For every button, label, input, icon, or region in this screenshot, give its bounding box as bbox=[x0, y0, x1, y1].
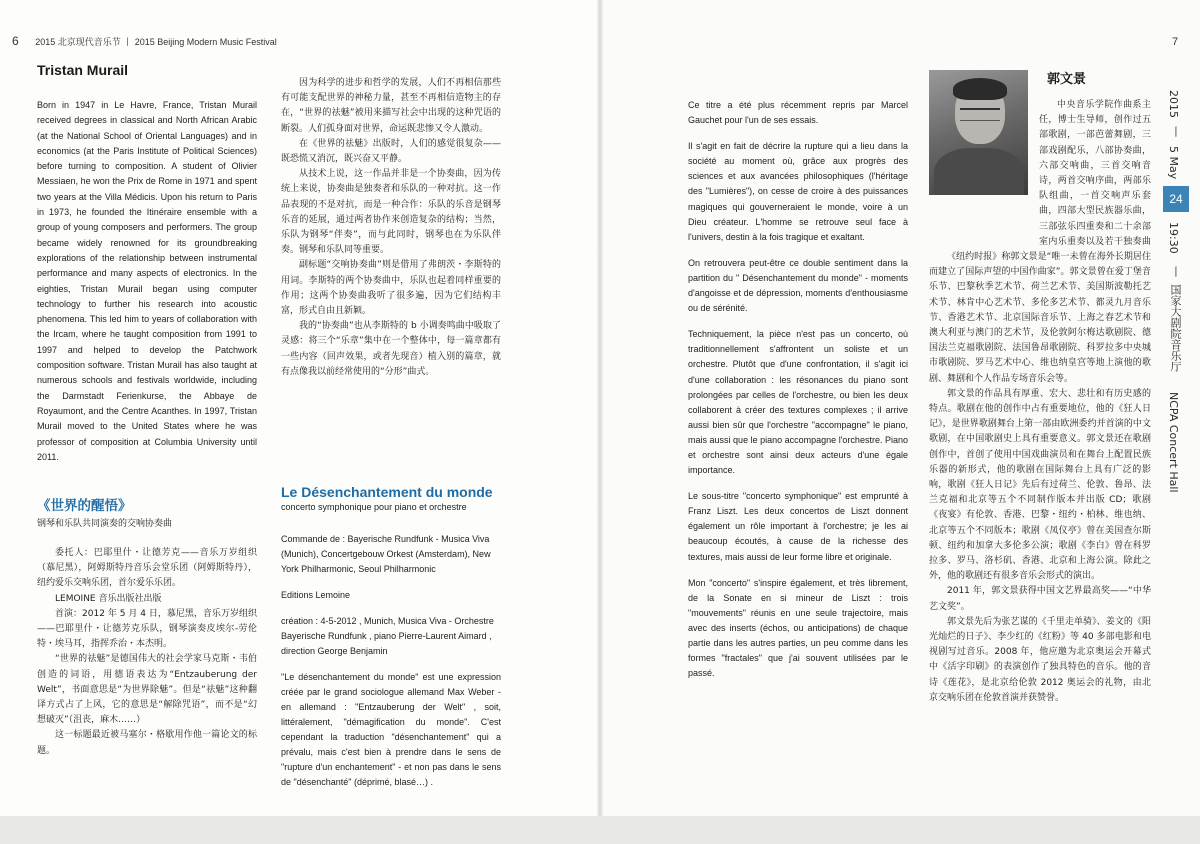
notes-fr-paragraph: Ce titre a été plus récemment repris par Marcel Gauchet pour l'un de ses essais. bbox=[688, 100, 908, 126]
program-notes-cn-col2 bbox=[281, 76, 501, 380]
concert-day-badge: 24 bbox=[1163, 186, 1189, 212]
program-notes-fr-col1 bbox=[281, 532, 501, 790]
publisher-cn: LEMOINE 音乐出版社出版 bbox=[55, 593, 162, 604]
work-subtitle-cn: 钢琴和乐队共同演奏的交响协奏曲 bbox=[37, 519, 173, 529]
work-title-fr: Le Désenchantement du monde bbox=[281, 484, 493, 500]
notes-fr-paragraph: Techniquement, la pièce n'est pas un concerto, où traditionnellement s'affrontent un soliste et un orchestre. Plutôt que d'une confrontation, il s'agit ici d'une collaboration : les résonances du piano sont prolongées par celles de l'orchestre, ou bien les deux collaborent à créer des textures complexes ; il arrive aussi bien sûr que l'orchestre "accompagne" le piano, mais aussi que le piano accompagne l'orchestre. Piano et orchestre sont ainsi deux acteurs d'une égale importance. bbox=[688, 329, 908, 476]
tab-year: 2015 bbox=[1167, 90, 1180, 118]
guo-bio-paragraph: 郭文景的作品具有厚重、宏大、悲壮和有历史感的特点。歌剧在他的创作中占有重要地位，他的《狂人日记》，是世界歌剧舞台上第一部由欧洲委约并首演的中文歌剧，在中国歌剧史上具有重要意义。郭文景还在歌剧创作中，首创了使用中国戏曲演员和在舞台上配置民族乐器的新形式，他的歌剧在国际舞台上具有广泛的影响，歌剧《狂人日记》先后有过荷兰、伦敦、鲁昂、法兰克福和北京等五个不同制作版本并出版 CD；歌剧《夜宴》有伦敦、香港、巴黎・纽约・柏林、维也纳、北京等五个不同版本；歌剧《凤仪亭》曾在美国查尔斯顿、纽约和加拿大多伦多公演；歌剧《李白》曾在科罗拉多、罗马、洛杉矶、香港、北京和上海公演。除此之外，他的歌剧还有很多音乐会形式的演出。 bbox=[929, 388, 1151, 582]
program-notes-cn-col1 bbox=[37, 546, 257, 759]
tab-time: 19:30 bbox=[1167, 222, 1180, 254]
notes-fr-paragraph: Il s'agit en fait de décrire la rupture qui a lieu dans la société au moment où, grâce aux progrès des sciences et aux avancées philosophiques (l'héritage des "Lumières"), on cesse de croire à des puissances magiques qui gouverneraient le monde, voire à un Dieu créateur. L'homme se retrouve seul face à l'univers, destin à la fois tragique et exaltant. bbox=[688, 141, 908, 242]
premiere-fr: création : 4-5-2012 , Munich, Musica Viva - Orchestre Bayerische Rundfunk , piano Pierre-Laurent Aimard , direction George Benjamin bbox=[281, 616, 494, 656]
commission-cn: 委托人：巴耶里什・让德芳克——音乐万岁组织（慕尼黑），阿姆斯特丹音乐会堂乐团（阿姆斯特丹），纽约爱乐交响乐团，首尔爱乐乐团。 bbox=[37, 548, 257, 589]
notes-cn-paragraph: “世界的祛魅”是德国伟大的社会学家马克斯・韦伯创造的词语，用德语表达为“Entzauberung der Welt”，书面意思是“为世界除魅”。但是“祛魅”这种翻译方式占了上风，它的意思是“解除咒语”，而不是“幻想破灭”（沮丧，麻木……） bbox=[37, 654, 257, 726]
tab-venue-en: NCPA Concert Hall bbox=[1167, 392, 1180, 493]
guo-bio-intro bbox=[1039, 98, 1151, 248]
guo-bio-paragraph: 郭文景先后为张艺谋的《千里走单骑》、姜文的《阳光灿烂的日子》、李少红的《红粉》等 40 多部电影和电视剧写过音乐。2008 年，他应邀为北京奥运会开幕式中《活字印刷》的表演创作了独具特色的音乐。他的音诗《莲花》，是北京给伦敦 2012 奥运会的礼物，由北京交响乐团在伦敦首演并获赞誉。 bbox=[929, 616, 1151, 703]
guo-bio-paragraph: 《纽约时报》称郭文景是“唯一未曾在海外长期居住而建立了国际声望的中国作曲家”。郭文景曾在爱丁堡音乐节、巴黎秋季艺术节、荷兰艺术节、美国斯波勒托艺术节、林肯中心艺术节、多伦多艺术节、都灵九月音乐节、香港艺术节、北京国际音乐节、上海之春艺术节和澳大利亚与澳门的艺术节，及伦敦阿尔梅达歌剧院、德国法兰克福歌剧院、法国鲁昂歌剧院、科罗拉多中央城市歌剧院、罗马艺术中心、维也纳皇宫等地上演他的歌剧、舞剧和个人作品专场音乐会等。 bbox=[929, 252, 1151, 384]
tab-separator: 丨 bbox=[1169, 266, 1182, 277]
composer-name: Tristan Murail bbox=[37, 62, 129, 78]
notes-fr-paragraph: Le sous-titre "concerto symphonique" est emprunté à Franz Liszt. Les deux concertos de Liszt donnent également un rôle important à l'orchestre; je les ai beaucoup écoutés, à cause de la richesse des textures, mais aussi de leur forme libre et originale. bbox=[688, 491, 908, 562]
bottom-band bbox=[0, 816, 1200, 844]
work-subtitle-fr: concerto symphonique pour piano et orchestre bbox=[281, 502, 467, 512]
guo-bio-body bbox=[929, 250, 1151, 706]
tab-venue-cn: 国家大剧院音乐厅 bbox=[1169, 284, 1182, 372]
composer-name-cn: 郭文景 bbox=[1047, 72, 1087, 87]
program-notes-fr-col2 bbox=[688, 98, 908, 681]
composer-portrait bbox=[929, 70, 1028, 195]
notes-cn-paragraph: 我的“协奏曲”也从李斯特的 b 小调奏鸣曲中吸取了灵感：将三个“乐章”集中在一个整体中，每一篇章都有一些内容（回声效果，或者先现音）植入别的篇章，就有点像我以前经常使用的“分形”曲式。 bbox=[281, 321, 501, 377]
tab-date: 5 May bbox=[1167, 146, 1180, 180]
notes-fr-paragraph: On retrouvera peut-être ce double sentiment dans la partition du " Désenchantement du monde" - moments d'angoisse et de dépression, moments d'enthousiasme ou de sérénité. bbox=[688, 257, 908, 314]
concert-venue-tab bbox=[1163, 222, 1186, 522]
commission-fr: Commande de : Bayerische Rundfunk - Musica Viva (Munich), Concertgebouw Orkest (Amsterdam), New York Philharmonic, Seoul Philharmonic bbox=[281, 534, 491, 574]
left-page-number: 6 bbox=[12, 34, 19, 48]
publisher-fr: Editions Lemoine bbox=[281, 590, 351, 600]
notes-cn-paragraph: 因为科学的进步和哲学的发展，人们不再相信那些有可能支配世界的神秘力量，甚至不再相信造物主的存在，“世界的祛魅”被用来描写社会中出现的这种咒语的断裂。人们孤身面对世界，命运既悲惨又令人激动。 bbox=[281, 78, 501, 134]
notes-cn-paragraph: 从技术上说，这一作品并非是一个协奏曲，因为传统上来说，协奏曲是独奏者和乐队的一种对抗。这一作品表现的不是对抗，而是一种合作：乐队的乐音是钢琴乐音的延展，通过两者协作来创造复杂的结构；当然，乐队为钢琴“伴奏”，而与此同时，钢琴也在为乐队伴奏。钢琴和乐队同等重要。 bbox=[281, 169, 501, 256]
composer-biography bbox=[37, 98, 257, 465]
guo-bio-paragraph: 2011 年，郭文景获得中国文艺界最高奖——“中华艺文奖”。 bbox=[929, 586, 1151, 612]
notes-cn-paragraph: 副标题“交响协奏曲”则是借用了弗朗茨・李斯特的用词。李斯特的两个协奏曲中，乐队也起着同样重要的作用；这两个协奏曲我听了很多遍，因为它们结构丰富，形式自由且新颖。 bbox=[281, 260, 501, 317]
premiere-cn: 首演：2012 年 5 月 4 日，慕尼黑，音乐万岁组织——巴耶里什・让德芳克乐队，钢琴演奏皮埃尔-劳伦特・埃马耳，指挥乔治・本杰明。 bbox=[37, 608, 257, 650]
notes-cn-paragraph: 在《世界的祛魅》出版时，人们的感觉很复杂——既恐慌又消沉，既兴奋又平静。 bbox=[281, 138, 501, 165]
notes-cn-paragraph: 这一标题最近被马塞尔・格歇用作他一篇论文的标题。 bbox=[37, 730, 257, 756]
tab-separator: 丨 bbox=[1169, 126, 1182, 137]
festival-title: 2015 北京现代音乐节 丨 2015 Beijing Modern Music Festival bbox=[35, 37, 277, 47]
work-title-cn: 《世界的醒悟》 bbox=[37, 498, 132, 514]
guo-bio-paragraph: 中央音乐学院作曲系主任，博士生导师，创作过五部歌剧，一部芭蕾舞剧，三部戏剧配乐，八部协奏曲，六部交响曲，三首交响音诗，两首交响序曲，两部乐队组曲，一首交响声乐套曲，四部大型民族器乐曲，三部弦乐四重奏和二十余部室内乐重奏以及若干独奏曲 bbox=[1039, 100, 1151, 247]
notes-fr-paragraph: Mon "concerto" s'inspire également, et très librement, de la Sonate en si mineur de Liszt : trois "mouvements" réunis en une seule trajectoire, mais avec des inserts (échos, ou anticipations) de chaque partie dans les autres parties, un peu comme dans les formes "fractales" que j'ai souvent utilisées par le passé. bbox=[688, 577, 908, 679]
right-page-number: 7 bbox=[1172, 36, 1179, 48]
biography-text: Born in 1947 in Le Havre, France, Tristan Murail received degrees in classical and North African Arabic (at the National School of Oriental Languages) and in economics (at the Paris Institute of Political Sciences) before turning to composition. A student of Olivier Messiaen, he won the Prix de Rome in 1971 and spent two years at the Villa Médicis. Upon his return to Paris in 1973, he founded the Itinéraire ensemble with a group of young composers and performers. The group became widely renowned for its groundbreaking explorations of the relationship between instrumental performance and many aspects of electronics. In the eighties, Tristan Murail began using computer technology to further his research into acoustic phenomena. This led him to years of collaboration with the Ircam, where he taught composition from 1991 to 1997 and helped to develop the Patchwork composition software. Tristan Murail has also taught at numerous schools and festivals worldwide, including the Darmstadt Ferienkurse, the Abbaye de Royaumont, and the Centre Acanthes. In 1997, Tristan Murail moved to the United States where he was professor of composition at Columbia University until 2011. bbox=[37, 100, 257, 462]
running-head bbox=[12, 34, 277, 48]
page-gutter bbox=[597, 0, 603, 816]
notes-fr-paragraph: "Le désenchantement du monde" est une expression créée par le grand sociologue allemand Max Weber - en allemand : "Entzauberung der Welt" , soit, littéralement, "démagification du monde". C'est cependant la traduction "désenchantement" qui a prévalu, mais c'est bien à prendre dans le sens de "rupture d'un enchantement" - et non pas dans le sens de "désenchanté" (déprimé, blasé…) . bbox=[281, 672, 501, 787]
